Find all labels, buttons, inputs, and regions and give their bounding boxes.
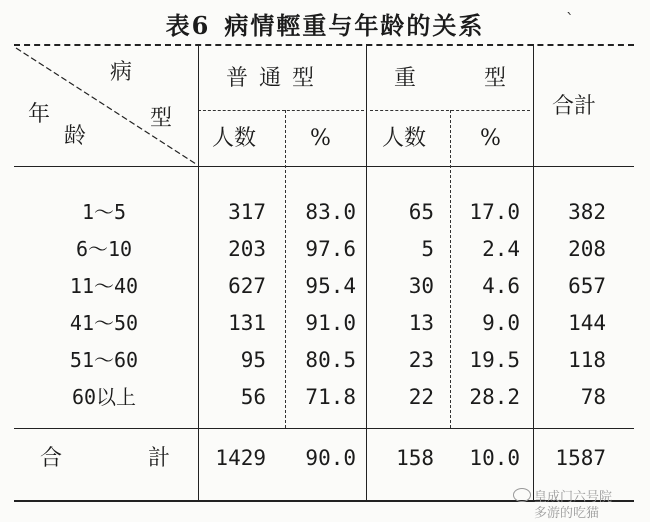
- normal-percent: 71.8: [305, 385, 356, 409]
- header-severe-type-2: 型: [484, 66, 507, 91]
- normal-percent: 91.0: [305, 311, 356, 335]
- header-severe-count: 人数: [382, 126, 427, 151]
- total-label-2: 計: [148, 446, 171, 471]
- normal-count: 317: [228, 200, 266, 224]
- severe-percent: 4.6: [482, 274, 520, 298]
- severe-percent: 9.0: [482, 311, 520, 335]
- normal-count: 131: [228, 311, 266, 335]
- watermark-line-2: 多游的吃猫: [534, 506, 600, 521]
- normal-percent: 83.0: [305, 200, 356, 224]
- age-group: 11～40: [69, 274, 139, 298]
- normal-percent: 95.4: [305, 274, 356, 298]
- total-label-1: 合: [40, 446, 63, 471]
- age-group: 60以上: [71, 385, 137, 409]
- severe-count: 5: [421, 237, 434, 261]
- table-caption: 病情輕重与年龄的关系: [224, 11, 485, 40]
- severe-percent: 17.0: [469, 200, 520, 224]
- age-group: 41～50: [69, 311, 139, 335]
- age-group: 51～60: [69, 348, 139, 372]
- header-severe-percent: %: [480, 126, 501, 151]
- grand-total: 1587: [555, 446, 606, 470]
- severe-count: 30: [408, 274, 434, 298]
- header-corner-type: 型: [150, 106, 173, 131]
- severe-count: 22: [408, 385, 434, 409]
- severe-percent: 28.2: [469, 385, 520, 409]
- normal-count: 95: [240, 348, 266, 372]
- severe-count: 23: [408, 348, 434, 372]
- header-normal-type: 普 通 型: [226, 66, 316, 91]
- total-normal-count: 1429: [215, 446, 266, 470]
- stray-mark: ˋ: [566, 10, 574, 29]
- header-corner-age-1: 年: [28, 102, 51, 127]
- total-severe-count: 158: [396, 446, 434, 470]
- header-corner-disease: 病: [110, 60, 133, 85]
- header-total: 合計: [552, 94, 597, 119]
- header-severe-type-1: 重: [394, 66, 417, 91]
- row-total: 144: [568, 311, 606, 335]
- row-total: 382: [568, 200, 606, 224]
- normal-count: 56: [240, 385, 266, 409]
- normal-count: 203: [228, 237, 266, 261]
- row-total: 78: [580, 385, 606, 409]
- row-total: 657: [568, 274, 606, 298]
- age-group: 6～10: [75, 237, 133, 261]
- wechat-icon: [513, 488, 531, 502]
- total-normal-percent: 90.0: [305, 446, 356, 470]
- header-normal-count: 人数: [212, 126, 257, 151]
- normal-count: 627: [228, 274, 266, 298]
- severe-percent: 2.4: [482, 237, 520, 261]
- header-corner-age-2: 龄: [64, 124, 87, 149]
- normal-percent: 80.5: [305, 348, 356, 372]
- age-group: 1～5: [81, 200, 127, 224]
- row-total: 118: [568, 348, 606, 372]
- normal-percent: 97.6: [305, 237, 356, 261]
- severe-percent: 19.5: [469, 348, 520, 372]
- row-total: 208: [568, 237, 606, 261]
- watermark-line-1: 皇成门六号院: [534, 490, 613, 505]
- table-number: 表6: [165, 11, 211, 40]
- total-severe-percent: 10.0: [469, 446, 520, 470]
- severe-count: 65: [408, 200, 434, 224]
- severe-count: 13: [408, 311, 434, 335]
- header-normal-percent: %: [310, 126, 331, 151]
